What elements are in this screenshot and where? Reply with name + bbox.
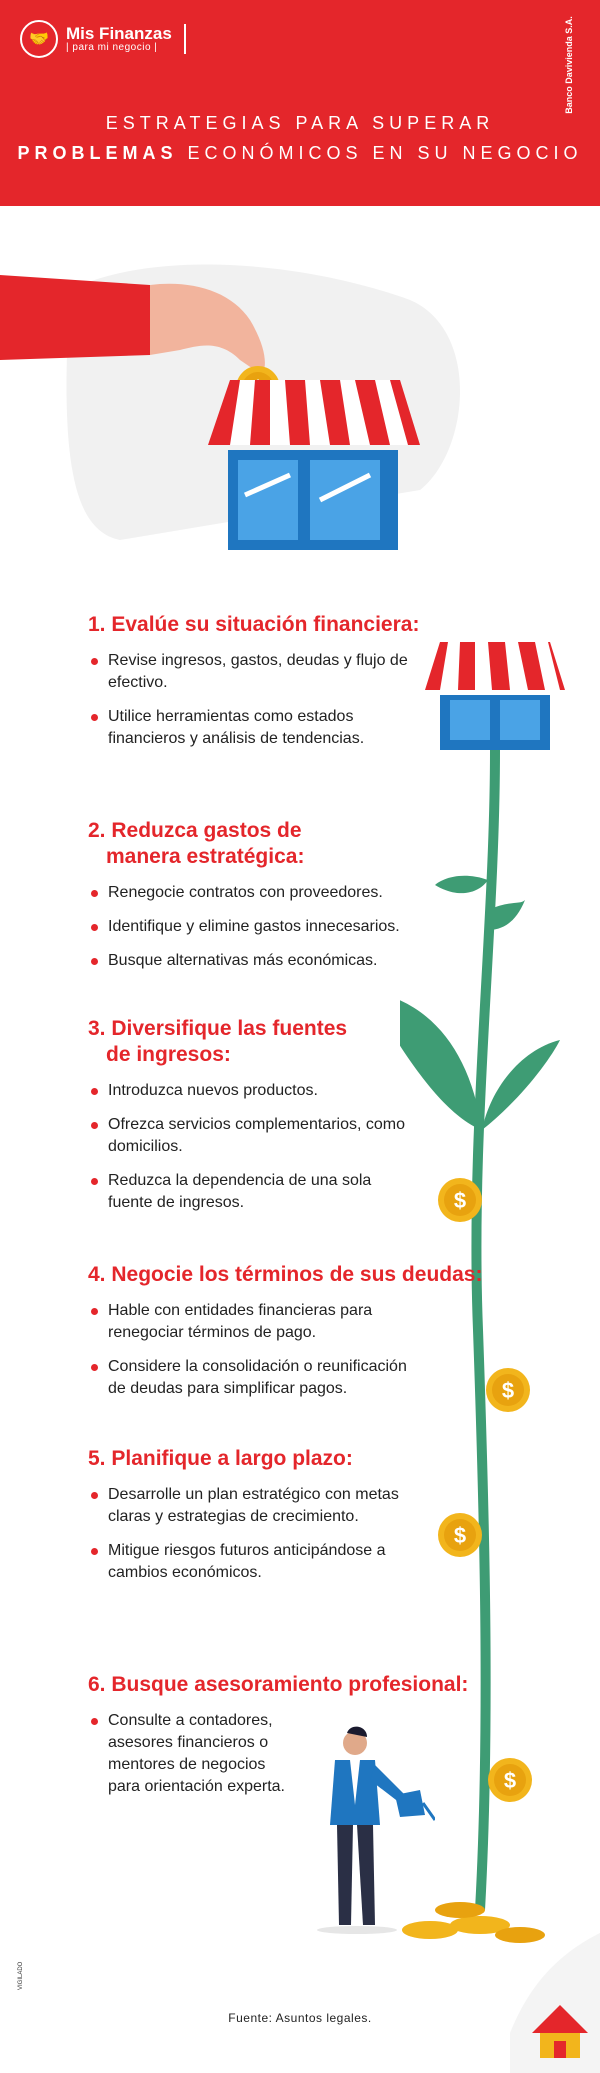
- store-icon: [208, 380, 420, 550]
- store-icon: [425, 642, 565, 750]
- list-item: Ofrezca servicios complementarios, como domicilios.: [88, 1114, 408, 1158]
- title-bold-word: PROBLEMAS: [17, 143, 178, 163]
- handshake-icon: 🤝: [20, 20, 58, 58]
- section-title-line-2: de ingresos:: [106, 1043, 231, 1066]
- vigilado-label: VIGILADO: [18, 1961, 24, 1990]
- list-item: Identifique y elimine gastos innecesarios.: [88, 916, 408, 938]
- section-title-line-1: 3. Diversifique las fuentes: [88, 1017, 348, 1040]
- list-item: Mitigue riesgos futuros anticipándose a cambios económicos.: [88, 1540, 408, 1584]
- logo-tagline: | para mi negocio |: [66, 41, 158, 53]
- section-title: 4. Negocie los términos de sus deudas:: [88, 1263, 483, 1286]
- svg-text:$: $: [503, 1768, 517, 1793]
- section-5: [88, 1446, 408, 1584]
- section-3: [88, 1016, 408, 1214]
- section-6: [88, 1672, 468, 1798]
- svg-text:$: $: [453, 1523, 467, 1548]
- title-line-2: [0, 138, 600, 168]
- section-title-line-1: 2. Reduzca gastos de: [88, 819, 302, 842]
- section-title: [88, 1016, 408, 1068]
- list-item: Desarrolle un plan estratégico con metas claras y estrategias de crecimiento.: [88, 1484, 408, 1528]
- section-list: [88, 1710, 468, 1798]
- section-2: [88, 818, 408, 972]
- coin-icon: [488, 1758, 532, 1802]
- section-1: [88, 612, 419, 750]
- list-item: Introduzca nuevos productos.: [88, 1080, 408, 1102]
- section-list: [88, 882, 408, 972]
- section-list: [88, 650, 419, 750]
- header-banner: [0, 0, 600, 206]
- section-title: 1. Evalúe su situación financiera:: [88, 613, 420, 636]
- list-item: Utilice herramientas como estados financieros y análisis de tendencias.: [88, 706, 408, 750]
- section-list: [88, 1300, 482, 1400]
- hand-coin-illustration: [0, 250, 600, 610]
- logo-name: Mis Finanzas: [66, 23, 172, 43]
- davivienda-house-logo: [470, 1933, 600, 2073]
- section-title: [88, 818, 408, 870]
- list-item: Renegocie contratos con proveedores.: [88, 882, 408, 904]
- svg-text:$: $: [501, 1378, 515, 1403]
- bank-name: Banco Davivienda S.A.: [564, 16, 575, 114]
- section-list: [88, 1080, 408, 1214]
- source-note: Fuente: Asuntos legales.: [228, 2011, 372, 2025]
- brand-logo[interactable]: [20, 20, 186, 58]
- coin-icon: [438, 1513, 482, 1557]
- list-item: Hable con entidades financieras para renegociar términos de pago.: [88, 1300, 408, 1344]
- section-4: [88, 1262, 482, 1400]
- list-item: Considere la consolidación o reunificación de deudas para simplificar pagos.: [88, 1356, 408, 1400]
- coin-icon: [438, 1178, 482, 1222]
- title-rest: ECONÓMICOS EN SU NEGOCIO: [177, 143, 583, 163]
- list-item: Busque alternativas más económicas.: [88, 950, 408, 972]
- page-title: [0, 108, 600, 168]
- section-list: [88, 1484, 408, 1584]
- section-title: 5. Planifique a largo plazo:: [88, 1447, 353, 1470]
- coin-icon: [486, 1368, 530, 1412]
- list-item: Revise ingresos, gastos, deudas y flujo de efectivo.: [88, 650, 408, 694]
- svg-text:$: $: [453, 1188, 467, 1213]
- section-title-line-2: manera estratégica:: [106, 845, 305, 868]
- list-item: Reduzca la dependencia de una sola fuente de ingresos.: [88, 1170, 408, 1214]
- title-line-1: ESTRATEGIAS PARA SUPERAR: [105, 113, 495, 133]
- list-item: Consulte a contadores, asesores financieros o mentores de negocios para orientación experta.: [88, 1710, 298, 1798]
- logo-divider: [184, 24, 186, 54]
- section-title: 6. Busque asesoramiento profesional:: [88, 1673, 469, 1696]
